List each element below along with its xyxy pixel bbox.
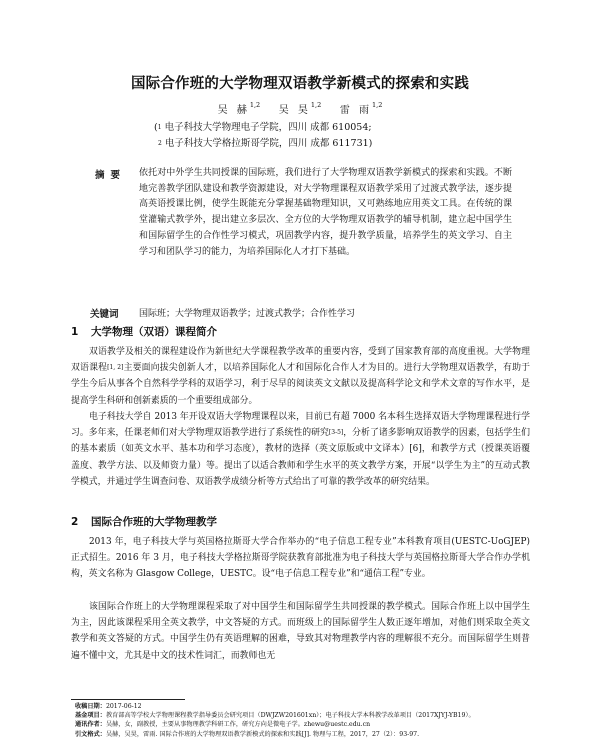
keywords-label: 关键词 — [90, 309, 119, 320]
footnote-corresponding: 通讯作者：吴赫，女，副教授，主要从事物理教学科研工作，研究方向是微电子学。zhewu@uestc.edu.cn — [75, 721, 371, 729]
citation-ref: [3-5] — [328, 429, 344, 437]
author: 雷 雨$^{1,2}$ — [339, 101, 383, 116]
citation-ref: [1, 2] — [107, 364, 124, 372]
keywords-text: 国际班；大学物理双语教学；过渡式教学；合作性学习 — [139, 309, 356, 319]
abstract-label: 摘要 — [95, 170, 127, 181]
paper-title: 国际合作班的大学物理双语教学新模式的探索和实践 — [130, 76, 470, 92]
footnote-funding: 基金项目：教育部高等学校大学物理课程教学指导委员会研究项目（DWJZW201601xn）；电子科技大学本科教学改革项目（2017XJYJ-YB19）。 — [75, 712, 475, 720]
footnotes — [75, 702, 545, 739]
paragraph: 电子科技大学自 2013 年开设双语大学物理课程以来，目前已有超 7000 名本科生选择双语大学物理课程进行学习。多年来，任课老师们对大学物理双语教学进行了系统性的研究[3-5]，分析了诸多影响双语教学的因素，包括学生们的基本素质（如英文水平、基本功和学习态度），教材的选择（英文原版或中文译本）[6]，和教学方式（授课英语覆盖度、教学方法、以及师资力量）等。提出了以适合教师和学生水平的英文教学方案，开展“以学生为主”的互动式教学模式，并通过学生调查问卷、双语教学成绩分析等方式给出了可靠的教学改革的研究结果。 — [71, 412, 531, 487]
author: 吴 昊$^{1,2}$ — [278, 101, 322, 116]
author: 吴 赫$^{1,2}$ — [217, 101, 261, 116]
affiliation: $^2$ 电子科技大学格拉斯哥学院，四川 成都 611731) — [158, 138, 373, 149]
paragraph: 2013 年，电子科技大学与英国格拉斯哥大学合作举办的“电子信息工程专业”本科教育项目(UESTC-UoGJEP)正式招生。2016 年 3 月，电子科技大学格拉斯哥学院获教育部批准为电子科技大学与英国格拉斯哥大学合作办学机构，英文名称为 Glasgow College，UESTC。设“电子信息工程专业”和“通信工程”专业。 — [71, 537, 530, 580]
footnote-received: 收稿日期：2017-06-12 — [75, 703, 142, 710]
section-heading: 1 大学物理（双语）课程简介 — [71, 326, 217, 338]
footnote-divider — [71, 699, 185, 700]
affiliation: ($^1$ 电子科技大学物理电子学院，四川 成都 610054; — [154, 122, 372, 133]
abstract-text: 依托对中外学生共同授课的国际班，我们进行了大学物理双语教学新模式的探索和实践。不断地完善教学团队建设和教学资源建设，对大学物理课程双语教学采用了过渡式教学法，逐步提高英语授课比例，使学生既能充分掌握基础物理知识，又可熟练地应用英文工具。在传统的课堂灌输式教学外，提出建立多层次、全方位的大学物理双语教学的辅导机制，建立起中国学生和国际留学生的合作性学习模式，巩固教学内容，提升教学质量，培养学生的英文学习、自主学习和团队学习的能力，为培养国际化人才打下基础。 — [139, 168, 512, 257]
paragraph: 该国际合作班上的大学物理课程采取了对中国学生和国际留学生共同授课的教学模式。国际合作班上以中国学生为主，因此该课程采用全英文教学，中文答疑的方式。而班级上的国际留学生人数正逐年增加，对他们则采取全英文教学和英文答疑的方式。中国学生仍有英语理解的困难，导致其对物理教学内容的理解很不充分。而国际留学生则普遍不懂中文，尤其是中文的技术性词汇，而教师也无 — [71, 602, 530, 661]
paragraph: 双语教学及相关的课程建设作为新世纪大学课程教学改革的重要内容，受到了国家教育部的高度重视。大学物理双语课程[1, 2]主要面向拔尖创新人才，以培养国际化人才和国际化合作人才为目的。进行大学物理双语教学，有助于学生今后从事各个自然科学学科的双语学习，利于尽早的阅读英文文献以及提高科学论文和学术文章的写作水平，是提高学生科研和创新素质的一个重要组成部分。 — [71, 347, 530, 406]
footnote-citation: 引文格式：吴赫，吴昊，雷雨. 国际合作班的大学物理双语教学新模式的探索和实践[J]. 物理与工程，2017，27（2）：93-97. — [75, 730, 420, 738]
section-heading: 2 国际合作班的大学物理教学 — [71, 516, 217, 528]
author-list — [0, 101, 600, 116]
